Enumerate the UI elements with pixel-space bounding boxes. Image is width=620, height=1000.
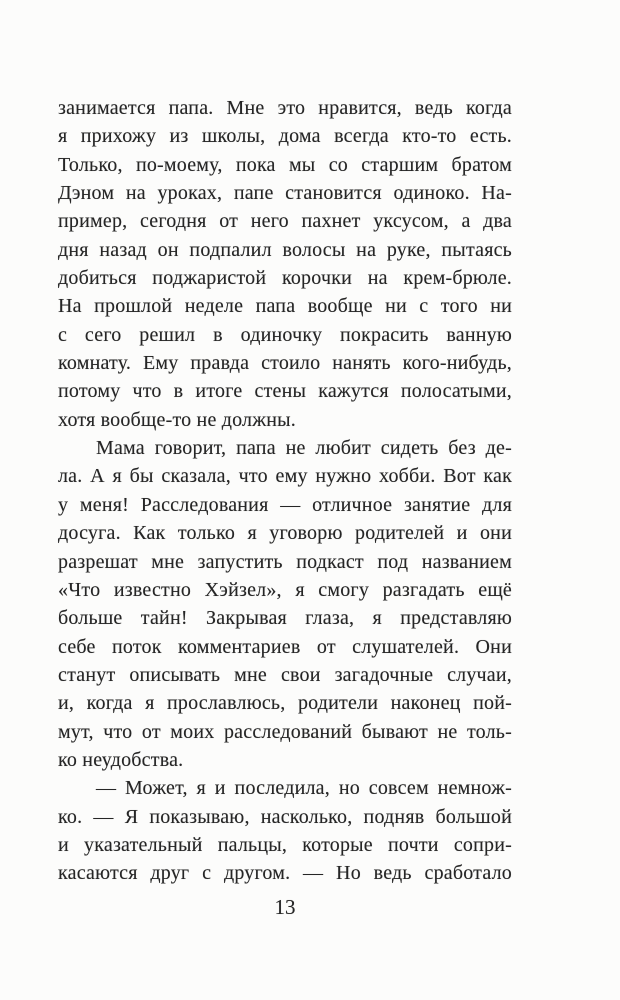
text-line: ко. — Я показываю, насколько, подняв большой — [58, 805, 512, 828]
text-line: пример, сегодня от него пахнет уксусом, а два — [58, 210, 512, 233]
text-line: у меня! Расследования — отличное занятие для — [58, 493, 512, 516]
text-line: хотя вообще-то не должны. — [58, 408, 296, 431]
text-line: Только, по-моему, пока мы со старшим братом — [58, 153, 512, 176]
text-line: станут описывать мне свои загадочные случаи, — [58, 663, 512, 686]
text-line: и, когда я прославлюсь, родители наконец пой- — [58, 692, 512, 715]
text-line: комнату. Ему правда стоило нанять кого-нибудь, — [58, 352, 512, 375]
text-line: и указательный пальцы, которые почти сопри- — [58, 833, 512, 856]
text-line: Дэном на уроках, папе становится одиноко. На- — [58, 182, 512, 205]
page-text-block — [58, 94, 512, 888]
text-line: добиться поджаристой корочки на крем-брюле. — [58, 267, 512, 290]
page-number: 13 — [274, 895, 296, 919]
text-line: ла. А я бы сказала, что ему нужно хобби. Вот как — [58, 465, 512, 488]
text-line: мут, что от моих расследований бывают не толь- — [58, 720, 512, 743]
text-line: дня назад он подпалил волосы на руке, пытаясь — [58, 238, 512, 261]
text-line: На прошлой неделе папа вообще ни с того ни — [58, 295, 512, 318]
text-line: досуга. Как только я уговорю родителей и они — [58, 522, 512, 545]
text-line: разрешат мне запустить подкаст под названием — [58, 550, 512, 573]
text-line: я прихожу из школы, дома всегда кто-то есть. — [58, 125, 512, 148]
text-line: больше тайн! Закрывая глаза, я представляю — [58, 607, 512, 630]
text-line: — Может, я и последила, но совсем немнож- — [96, 777, 512, 800]
text-line: ко неудобства. — [58, 748, 184, 771]
text-line: себе поток комментариев от слушателей. Они — [58, 635, 512, 658]
text-line: занимается папа. Мне это нравится, ведь когда — [58, 97, 512, 119]
text-line: Мама говорит, папа не любит сидеть без де- — [96, 437, 512, 460]
text-line: потому что в итоге стены кажутся полосатыми, — [58, 380, 512, 403]
text-line: с сего решил в одиночку покрасить ванную — [58, 323, 512, 346]
text-line: касаются друг с другом. — Но ведь сработало — [58, 862, 512, 885]
text-line: «Что известно Хэйзел», я смогу разгадать ещё — [58, 578, 512, 601]
